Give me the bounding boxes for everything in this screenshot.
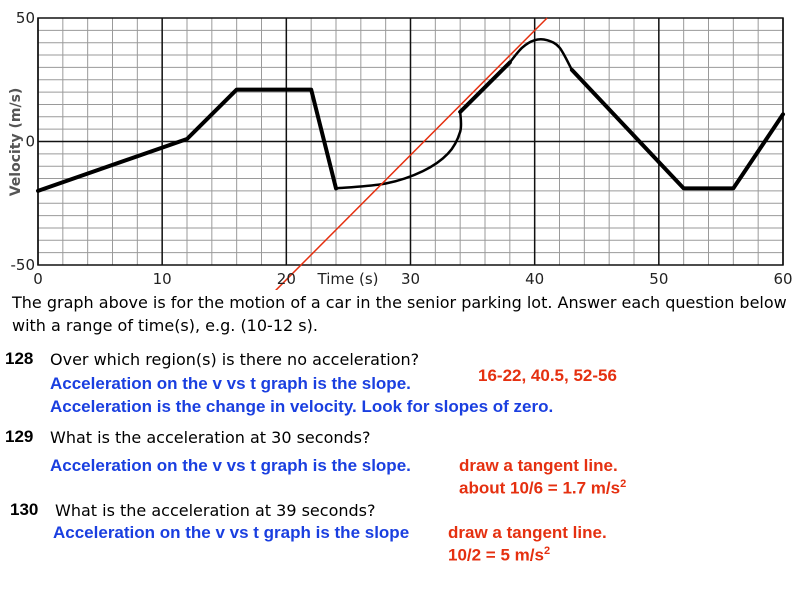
x-tick-label: 60 (773, 270, 793, 288)
question-130-text: What is the acceleration at 39 seconds? (55, 501, 376, 520)
x-tick-label: 50 (649, 270, 669, 288)
question-128-number: 128 (5, 349, 34, 368)
y-tick-label: -50 (10, 256, 35, 274)
question-128-text: Over which region(s) is there no acceleration? (50, 350, 420, 369)
y-tick-label: 50 (15, 9, 35, 27)
question-128-answer: 16-22, 40.5, 52-56 (478, 366, 617, 385)
x-axis-label: Time (s) (317, 270, 379, 288)
question-128-hint-2: Acceleration is the change in velocity. Look for slopes of zero. (50, 397, 554, 416)
question-129-text: What is the acceleration at 30 seconds? (50, 428, 371, 447)
velocity-time-chart (0, 0, 800, 290)
x-tick-label: 40 (525, 270, 545, 288)
intro-text: The graph above is for the motion of a car in the senior parking lot. Answer each question below with a range of time(s), e.g. (10-12 s). (12, 293, 787, 335)
x-tick-label: 30 (400, 270, 421, 288)
question-129-hint-1: Acceleration on the v vs t graph is the slope. (50, 456, 411, 475)
chart-tick-labels (11, 9, 793, 288)
x-tick-label: 10 (152, 270, 172, 288)
y-tick-label: 0 (25, 132, 35, 151)
question-130-number: 130 (10, 500, 39, 519)
question-130-answer-2: 10/2 = 5 $m/s^2$ (448, 545, 551, 565)
question-130-answer-1: draw a tangent line. (448, 523, 607, 542)
question-129-answer-2: about 10/6 = 1.7 $m/s^2$ (459, 478, 627, 498)
x-tick-label: 20 (276, 270, 296, 288)
x-tick-label: 0 (33, 270, 43, 288)
question-130-hint-1: Acceleration on the v vs t graph is the slope (53, 523, 410, 542)
question-128-hint-1: Acceleration on the v vs t graph is the slope. (50, 374, 411, 393)
y-axis-label: Velocity (m/s) (8, 87, 24, 197)
question-129-answer-1: draw a tangent line. (459, 456, 618, 475)
question-129-number: 129 (5, 427, 34, 446)
